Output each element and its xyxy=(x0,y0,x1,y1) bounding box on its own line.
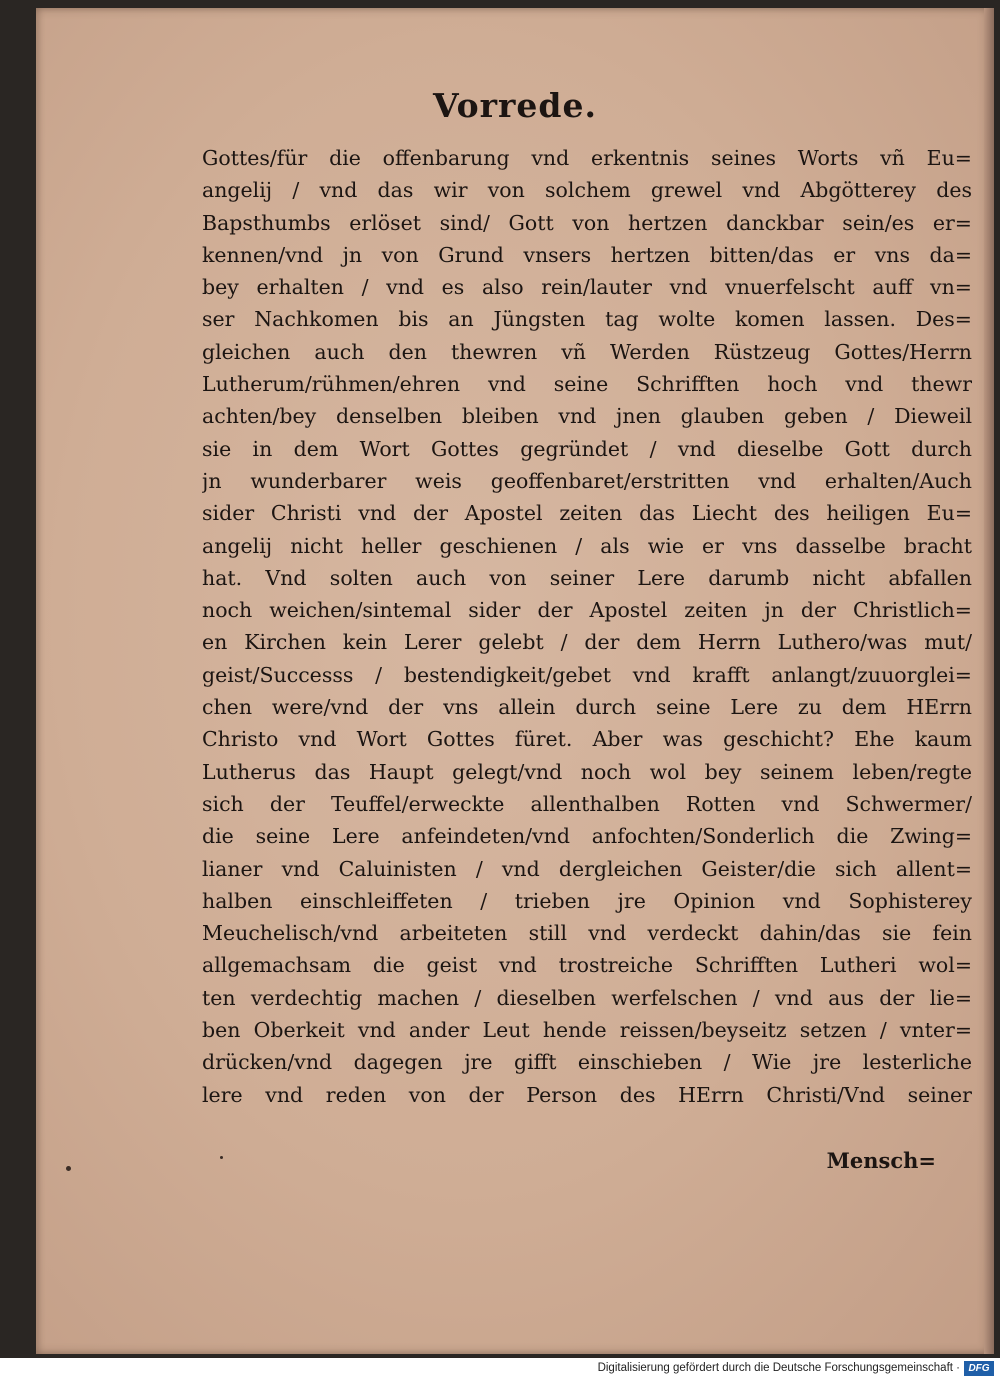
text-line: achten/bey denselben bleiben vnd jnen glauben geben / Dieweil xyxy=(202,404,972,429)
text-line: ten verdechtig machen / dieselben werfelschen / vnd aus der lie= xyxy=(202,985,972,1010)
ink-spot xyxy=(220,1156,223,1159)
text-line: chen were/vnd der vns allein durch seine Lere zu dem HErrn xyxy=(202,695,972,720)
catchword: Mensch= xyxy=(826,1148,936,1173)
text-line: Bapsthumbs erlöset sind/ Gott von hertzen danckbar sein/es er= xyxy=(202,210,972,235)
text-line: allgemachsam die geist vnd trostreiche Schrifften Lutheri wol= xyxy=(202,953,972,978)
text-line: angelij / vnd das wir von solchem grewel vnd Abgötterey des xyxy=(202,178,972,203)
text-line: Gottes/für die offenbarung vnd erkentnis seines Worts vñ Eu= xyxy=(202,146,972,170)
text-line: Lutherus das Haupt gelegt/vnd noch wol bey seinem leben/regte xyxy=(202,759,972,784)
text-line: lere vnd reden von der Person des HErrn Christi/Vnd seiner xyxy=(202,1082,972,1107)
text-line: ben Oberkeit vnd ander Leut hende reissen/beyseitz setzen / vnter= xyxy=(202,1018,972,1043)
text-line: halben einschleiffeten / trieben jre Opinion vnd Sophisterey xyxy=(202,888,972,913)
page-heading: Vorrede. xyxy=(433,86,597,125)
text-line: jn wunderbarer weis geoffenbaret/erstritten vnd erhalten/Auch xyxy=(202,468,972,493)
dfg-logo: DFG xyxy=(964,1361,994,1376)
text-line: sich der Teuffel/erweckte allenthalben Rotten vnd Schwermer/ xyxy=(202,791,972,816)
text-line: die seine Lere anfeindeten/vnd anfochten/Sonderlich die Zwing= xyxy=(202,824,972,849)
text-line: angelij nicht heller geschienen / als wie er vns dasselbe bracht xyxy=(202,533,972,558)
text-line: Christo vnd Wort Gottes füret. Aber was geschicht? Ehe kaum xyxy=(202,727,972,752)
text-line: hat. Vnd solten auch von seiner Lere darumb nicht abfallen xyxy=(202,565,972,590)
text-line: noch weichen/sintemal sider der Apostel zeiten jn der Christlich= xyxy=(202,598,972,623)
text-line: drücken/vnd dagegen jre gifft einschieben / Wie jre lesterliche xyxy=(202,1050,972,1075)
text-line: gleichen auch den thewren vñ Werden Rüstzeug Gottes/Herrn xyxy=(202,339,972,364)
page-edge xyxy=(984,8,994,1354)
text-line: bey erhalten / vnd es also rein/lauter vnd vnuerfelscht auff vn= xyxy=(202,275,972,300)
text-line: Meuchelisch/vnd arbeiteten still vnd verdeckt dahin/das sie fein xyxy=(202,921,972,946)
text-line: geist/Successs / bestendigkeit/gebet vnd krafft anlangt/zuuorglei= xyxy=(202,662,972,687)
text-line: Lutherum/rühmen/ehren vnd seine Schrifften hoch vnd thewr xyxy=(202,372,972,397)
text-line: kennen/vnd jn von Grund vnsers hertzen bitten/das er vns da= xyxy=(202,242,972,267)
text-line: sider Christi vnd der Apostel zeiten das Liecht des heiligen Eu= xyxy=(202,501,972,526)
text-line: lianer vnd Caluinisten / vnd dergleichen Geister/die sich allent= xyxy=(202,856,972,881)
text-line: ser Nachkomen bis an Jüngsten tag wolte komen lassen. Des= xyxy=(202,307,972,332)
funding-credit: Digitalisierung gefördert durch die Deutsche Forschungsgemeinschaft · xyxy=(597,1362,960,1374)
text-line: en Kirchen kein Lerer gelebt / der dem Herrn Luthero/was mut/ xyxy=(202,630,972,655)
footer-bar xyxy=(0,1358,1000,1380)
book-page xyxy=(36,8,994,1354)
ink-spot xyxy=(66,1166,71,1171)
text-line: sie in dem Wort Gottes gegründet / vnd dieselbe Gott durch xyxy=(202,436,972,461)
body-text xyxy=(202,142,972,1111)
